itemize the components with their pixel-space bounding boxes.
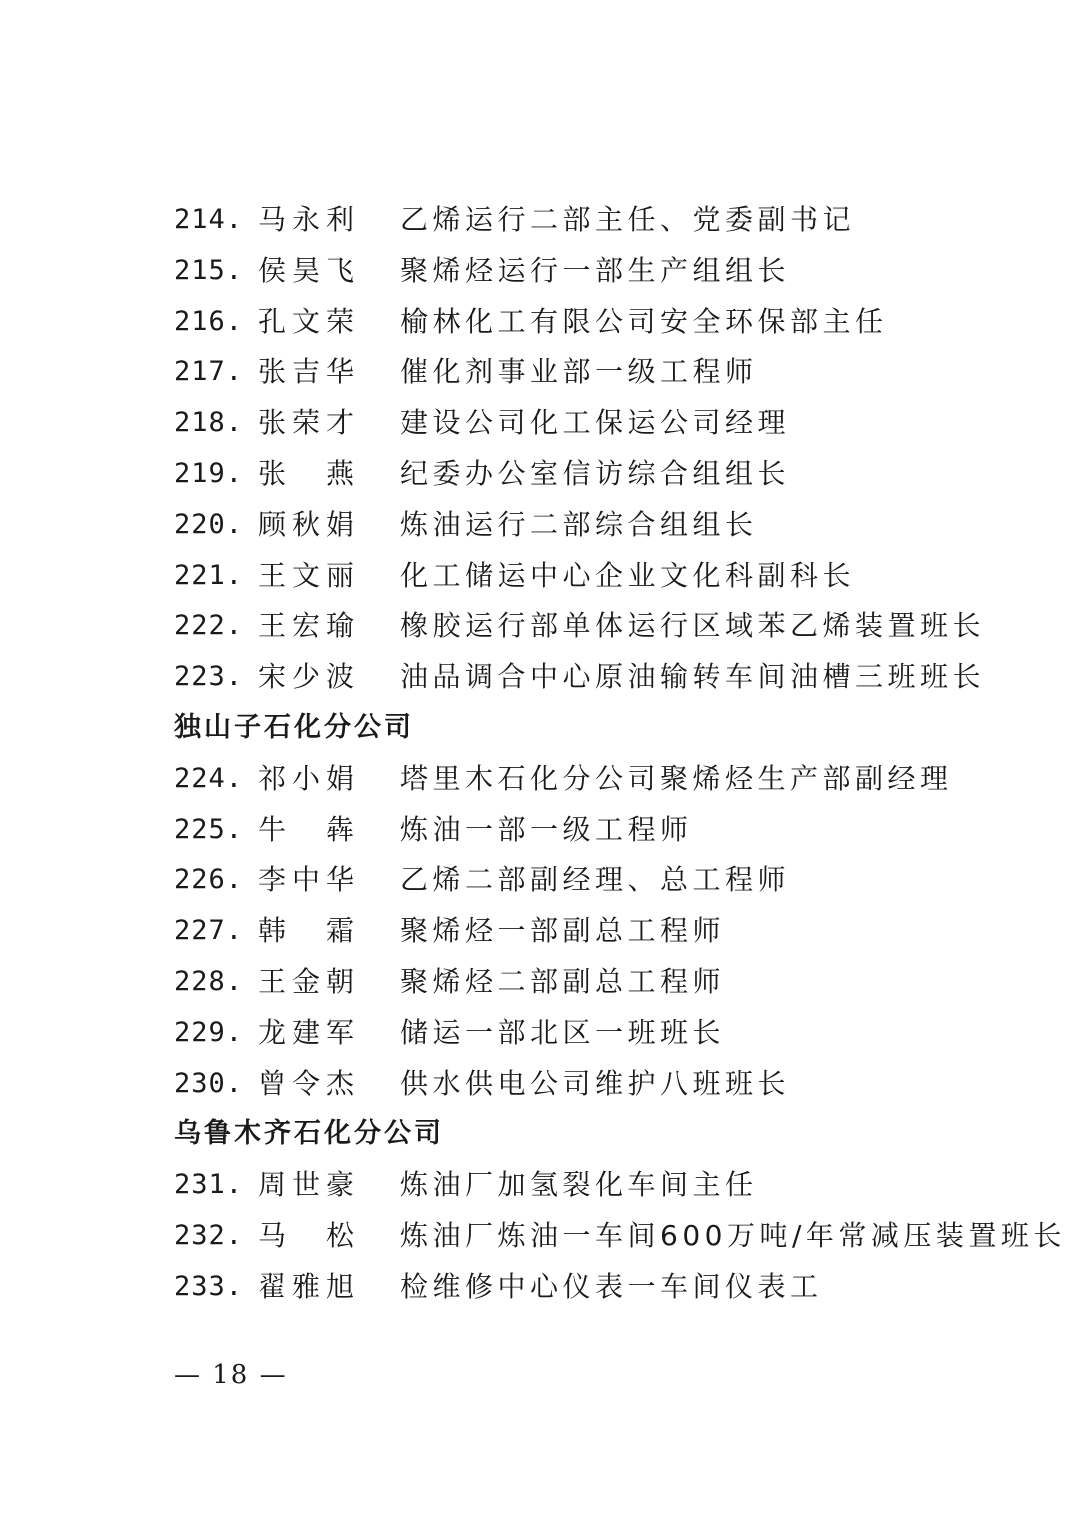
- job-title: 聚烯烃运行一部生产组组长: [400, 253, 791, 287]
- job-title: 炼油一部一级工程师: [400, 812, 693, 846]
- person-name: 张 吉 华: [258, 355, 354, 389]
- list-item: [174, 957, 974, 1008]
- list-item: [174, 246, 974, 297]
- job-title: 聚烯烃一部副总工程师: [400, 914, 726, 948]
- item-number: 219.: [174, 457, 244, 489]
- person-name: 张 荣 才: [258, 406, 354, 440]
- person-name: 祁 小 娟: [258, 761, 354, 795]
- item-number: 218.: [174, 407, 244, 439]
- person-name: 顾 秋 娟: [258, 507, 354, 541]
- list-item: [174, 347, 974, 398]
- item-number: 222.: [174, 610, 244, 642]
- job-title: 炼油运行二部综合组组长: [400, 507, 758, 541]
- person-name: 张 燕: [258, 456, 354, 490]
- person-name: 王 金 朝: [258, 964, 354, 998]
- job-title: 供水供电公司维护八班班长: [400, 1066, 791, 1100]
- person-name: 宋 少 波: [258, 660, 354, 694]
- person-name: 韩 霜: [258, 914, 354, 948]
- list-item: [174, 754, 974, 805]
- item-number: 224.: [174, 762, 244, 794]
- section-heading: 乌鲁木齐石化分公司: [174, 1118, 444, 1150]
- person-name: 曾 令 杰: [258, 1066, 354, 1100]
- list-item: [174, 398, 974, 449]
- item-number: 216.: [174, 305, 244, 337]
- job-title: 橡胶运行部单体运行区域苯乙烯装置班长: [400, 609, 986, 643]
- job-title: 聚烯烃二部副总工程师: [400, 964, 726, 998]
- list-item: [174, 1262, 974, 1313]
- item-number: 214.: [174, 204, 244, 235]
- item-number: 232.: [174, 1219, 244, 1251]
- item-number: 228.: [174, 965, 244, 997]
- item-number: 227.: [174, 915, 244, 947]
- job-title: 纪委办公室信访综合组组长: [400, 456, 791, 490]
- person-name: 李 中 华: [258, 863, 354, 897]
- job-title: 储运一部北区一班班长: [400, 1015, 726, 1049]
- list-item: [174, 855, 974, 906]
- person-name: 王 宏 瑜: [258, 609, 354, 643]
- list-item: [174, 1160, 974, 1211]
- list-item: [174, 1211, 1066, 1262]
- job-title: 乙烯二部副经理、总工程师: [400, 863, 791, 897]
- person-name: 马 松: [258, 1218, 354, 1252]
- job-title: 化工储运中心企业文化科副科长: [400, 558, 856, 592]
- list-item: [174, 500, 974, 551]
- honoree-list: [174, 195, 1066, 1313]
- item-number: 226.: [174, 864, 244, 896]
- job-title: 乙烯运行二部主任、党委副书记: [400, 203, 856, 236]
- item-number: 215.: [174, 254, 244, 286]
- list-item: [174, 195, 974, 246]
- item-number: 223.: [174, 661, 244, 693]
- item-number: 229.: [174, 1016, 244, 1048]
- job-title: 炼油厂炼油一车间600万吨/年常减压装置班长: [400, 1218, 1066, 1252]
- job-title: 塔里木石化分公司聚烯烃生产部副经理: [400, 761, 953, 795]
- section-heading: 独山子石化分公司: [174, 711, 414, 743]
- job-title: 催化剂事业部一级工程师: [400, 355, 758, 389]
- person-name: 侯 昊 飞: [258, 253, 354, 287]
- list-item: [174, 1008, 974, 1059]
- list-item: [174, 906, 974, 957]
- list-item: [174, 601, 986, 652]
- item-number: 231.: [174, 1169, 244, 1201]
- person-name: 孔 文 荣: [258, 304, 354, 338]
- job-title: 炼油厂加氢裂化车间主任: [400, 1168, 758, 1202]
- list-item: [174, 449, 974, 500]
- list-item: [174, 1059, 974, 1110]
- person-name: 龙 建 军: [258, 1015, 354, 1049]
- list-item: [174, 652, 986, 703]
- person-name: 王 文 丽: [258, 558, 354, 592]
- item-number: 225.: [174, 813, 244, 845]
- job-title: 油品调合中心原油输转车间油槽三班班长: [400, 660, 986, 694]
- page-number: — 18 —: [174, 1360, 288, 1390]
- list-item: [174, 297, 974, 348]
- item-number: 221.: [174, 559, 244, 591]
- person-name: 马 永 利: [258, 203, 354, 236]
- job-title: 检维修中心仪表一车间仪表工: [400, 1269, 823, 1303]
- person-name: 周 世 豪: [258, 1168, 354, 1202]
- item-number: 220.: [174, 508, 244, 540]
- list-item: [174, 805, 974, 856]
- person-name: 翟 雅 旭: [258, 1269, 354, 1303]
- item-number: 233.: [174, 1270, 244, 1302]
- job-title: 建设公司化工保运公司经理: [400, 406, 791, 440]
- person-name: 牛 犇: [258, 812, 354, 846]
- job-title: 榆林化工有限公司安全环保部主任: [400, 304, 888, 338]
- item-number: 230.: [174, 1067, 244, 1099]
- item-number: 217.: [174, 356, 244, 388]
- list-item: [174, 551, 974, 602]
